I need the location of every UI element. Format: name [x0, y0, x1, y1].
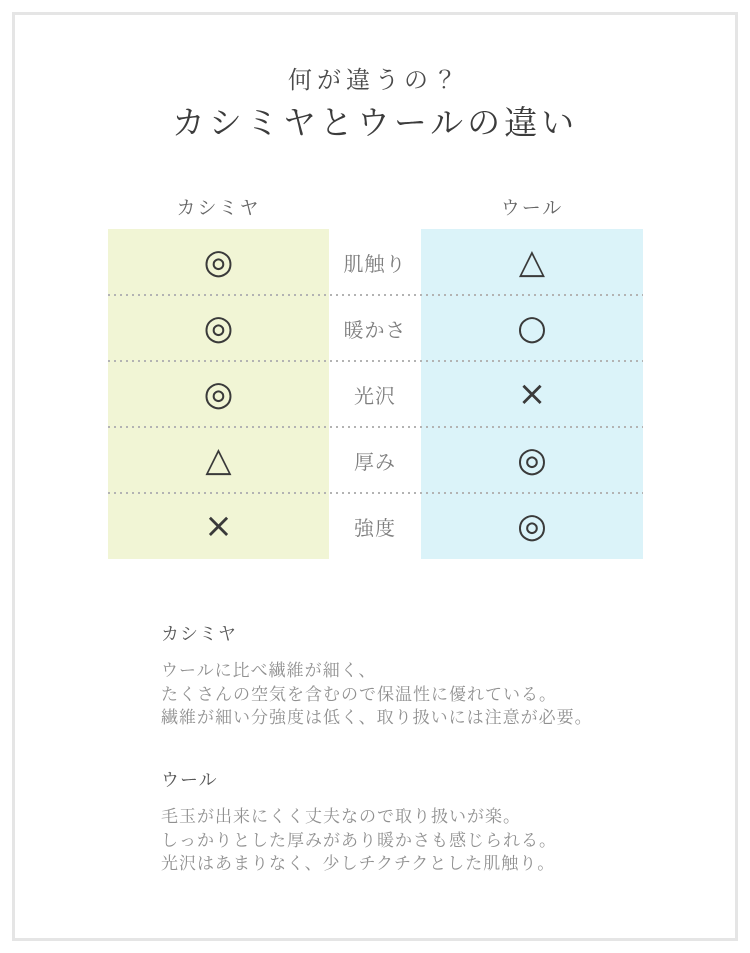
cashmere-rating-symbol: ◎: [203, 242, 234, 282]
attribute-label: 暖かさ: [343, 319, 407, 342]
description-line: 毛玉が出来にくく丈夫なので取り扱いが楽。: [161, 807, 521, 826]
description-line: たくさんの空気を含むので保温性に優れている。: [161, 684, 557, 704]
wool-rating-symbol: △: [518, 242, 546, 282]
wool-rating-symbol: ○: [517, 308, 547, 348]
cashmere-rating-symbol: △: [205, 440, 232, 480]
wool-description-section: [161, 766, 631, 876]
attribute-label: 光沢: [354, 385, 396, 408]
page-title: カシミヤとウールの違い: [171, 106, 579, 142]
wool-description-heading: ウール: [161, 770, 218, 790]
attribute-label: 強度: [354, 517, 396, 540]
table-column-headers: [108, 196, 643, 222]
attribute-label: 肌触り: [343, 253, 407, 276]
column-header-spacer: [329, 196, 421, 222]
description-line: 光沢はあまりなく、少しチクチクとした肌触り。: [161, 854, 556, 873]
page-subtitle: 何が違うの？: [288, 68, 462, 94]
table-row: [108, 427, 643, 493]
column-header-wool: ウール: [500, 198, 564, 219]
cashmere-description-section: [161, 620, 631, 730]
row-separator: [108, 360, 643, 362]
table-row: [108, 229, 643, 295]
wool-rating-symbol: ◎: [517, 506, 547, 546]
row-separator: [108, 426, 643, 428]
description-line: 繊維が細い分強度は低く、取り扱いには注意が必要。: [161, 708, 593, 727]
table-row: [108, 493, 643, 559]
wool-rating-symbol: ×: [517, 374, 547, 414]
attribute-label: 厚み: [354, 451, 396, 474]
column-header-cashmere: カシミヤ: [176, 198, 261, 219]
description-line: ウールに比べ繊維が細く、: [161, 661, 377, 680]
description-line: しっかりとした厚みがあり暖かさも感じられる。: [161, 830, 557, 850]
cashmere-rating-symbol: ◎: [203, 308, 234, 348]
cashmere-description-heading: カシミヤ: [161, 624, 237, 644]
row-separator: [108, 294, 643, 296]
row-separator: [108, 492, 643, 494]
comparison-table: [108, 229, 643, 559]
cashmere-rating-symbol: ×: [204, 506, 233, 546]
table-row: [108, 295, 643, 361]
table-row: [108, 361, 643, 427]
wool-rating-symbol: ◎: [517, 440, 547, 480]
cashmere-rating-symbol: ◎: [203, 374, 234, 414]
